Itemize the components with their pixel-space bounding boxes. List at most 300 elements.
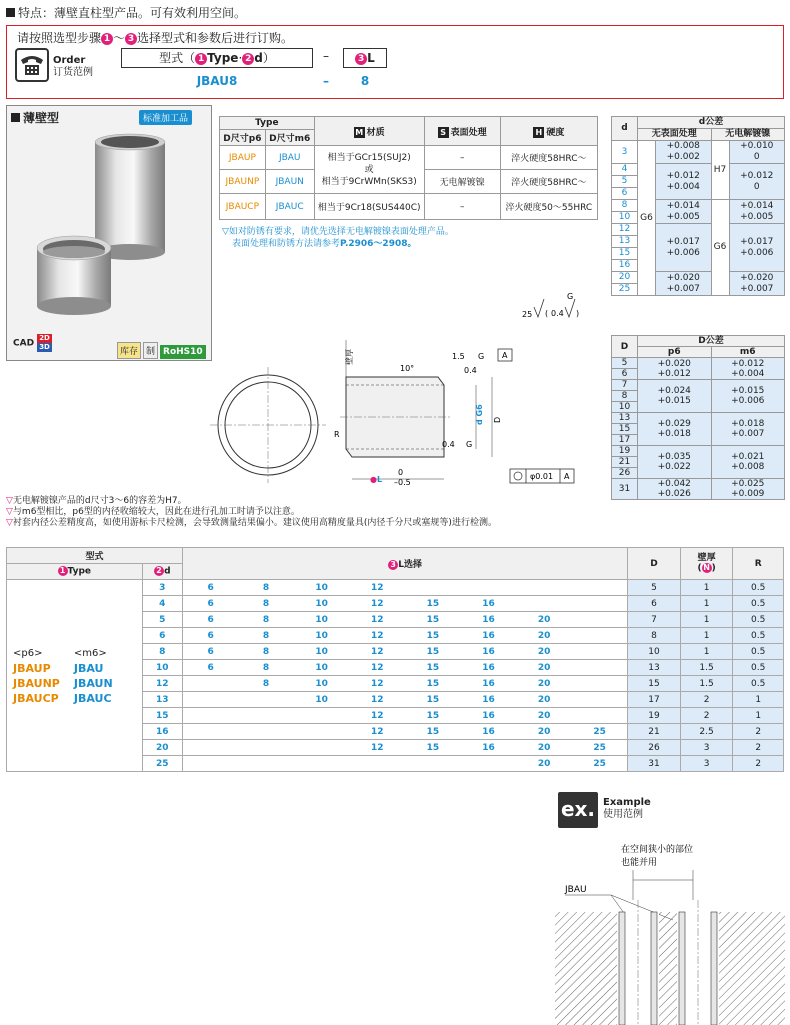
tech-note: ▽无电解镀镍产品的d尺寸3～6的容差为H7。 [6,496,187,506]
d-sub-header: 2 d [142,564,182,580]
wall-label: 壁厚 [345,349,354,365]
product-panel [6,105,212,361]
hardness-cell: 淬火硬度50～55HRC [500,194,597,220]
D-cell: 19 [628,708,681,724]
l-select-header: 3 L选择 [183,548,628,580]
l-option [572,596,628,612]
type-p6-item: JBAUCP [13,691,59,705]
D-label: D [493,416,502,423]
R-cell: 0.5 [733,596,784,612]
svg-text:A: A [502,351,508,360]
svg-text:0.4: 0.4 [442,440,455,449]
tol-m6: +0.021 +0.008 [711,446,785,479]
l-option[interactable]: 10 [294,612,350,628]
surface-cell: – [424,194,500,220]
d-value: 16 [612,260,638,272]
D-cell: 31 [628,756,681,772]
l-option[interactable]: 15 [405,628,461,644]
l-option[interactable]: 12 [349,708,405,724]
dg6-label: d G6 [475,404,484,425]
tol-ni: +0.017 +0.006 [729,224,785,272]
hardness-header: H 硬度 [500,117,597,146]
note-icon: ▽ [6,507,13,517]
tol-m6: +0.015 +0.006 [711,380,785,413]
l-option [294,756,350,772]
tol-ni: +0.020 +0.007 [729,272,785,296]
wall-cell: 3 [680,756,733,772]
dm6-header: D尺寸m6 [265,130,314,146]
D-tol-row [612,413,785,424]
l-option[interactable]: 10 [294,644,350,660]
D-value: 19 [612,446,638,457]
d-cell: 25 [142,756,182,772]
type-col-header: 型式 [7,548,183,564]
D-cell: 21 [628,724,681,740]
l-option[interactable]: 6 [183,660,239,676]
l-option [461,580,517,596]
d-tol-row [612,224,785,236]
R-cell: 0.5 [733,644,784,660]
bullet-square-icon [11,113,20,122]
D-cell: 6 [628,596,681,612]
l-option [405,756,461,772]
example-model: JBAU8 [196,74,238,88]
d-cell: 8 [142,644,182,660]
l-option[interactable]: 15 [405,692,461,708]
l-option[interactable]: 8 [238,580,294,596]
l-option[interactable]: 8 [238,676,294,692]
page-ref-link[interactable]: P.2906～2908。 [340,239,417,249]
l-option[interactable]: 12 [349,628,405,644]
example-length: 8 [360,74,370,88]
example-icon: ex. [558,792,598,828]
l-option[interactable]: 12 [349,580,405,596]
D-tolerance-body [612,358,785,500]
tol-none: +0.012 +0.004 [656,164,712,200]
D-value: 17 [612,435,638,446]
l-option [572,692,628,708]
D-cell: 26 [628,740,681,756]
R-cell: 1 [733,692,784,708]
stock-tags [117,342,208,359]
surface-header: S 表面处理 [424,117,500,146]
type-m6: JBAU [265,146,314,170]
l-option [572,580,628,596]
l-option[interactable]: 15 [405,676,461,692]
l-option[interactable]: 20 [516,708,572,724]
svg-text:0: 0 [398,468,404,477]
D-cell: 10 [628,644,681,660]
l-option[interactable]: 16 [461,644,517,660]
l-option[interactable]: 20 [516,692,572,708]
step-1-icon: 1 [101,33,113,45]
l-option[interactable]: 15 [405,724,461,740]
feature-line [6,4,246,21]
l-option [183,724,239,740]
product-image [27,128,197,328]
l-option [294,708,350,724]
l-option [183,756,239,772]
l-option[interactable]: 25 [572,724,628,740]
note-icon: ▽ [222,227,229,237]
l-option[interactable]: 12 [349,740,405,756]
wall-cell: 1 [680,596,733,612]
d-value: 4 [612,164,638,176]
feature-text: 特点：薄壁直柱型产品。可有效利用空间。 [18,6,247,20]
bushing-wall [711,912,717,1025]
svg-text:φ0.01: φ0.01 [530,472,554,481]
tol-p6: +0.029 +0.018 [638,413,712,446]
d-value: 10 [612,212,638,224]
l-option[interactable]: 12 [349,644,405,660]
l-option[interactable]: 20 [516,740,572,756]
R-cell: 2 [733,756,784,772]
d-value: 3 [612,141,638,164]
tol-m6: +0.018 +0.007 [711,413,785,446]
l-option[interactable]: 6 [183,596,239,612]
l-dim-label: ●L [370,475,383,484]
D-value: 10 [612,402,638,413]
wall-cell: 1.5 [680,660,733,676]
d-value: 8 [612,200,638,212]
svg-text:(: ( [545,309,549,318]
svg-text:A: A [564,472,570,481]
d-cell: 10 [142,660,182,676]
D-tol-row [612,479,785,500]
type-p6: JBAUP [220,146,266,170]
selection-row [7,580,784,596]
svg-text:0.4: 0.4 [464,366,477,375]
l-option[interactable]: 10 [294,596,350,612]
R-cell: 0.5 [733,612,784,628]
l-option [183,692,239,708]
D-cell: 13 [628,660,681,676]
m6-label: <m6> [73,647,107,659]
surface-cell: 无电解镀镍 [424,170,500,194]
spec-table [219,116,598,220]
l-option[interactable]: 12 [349,612,405,628]
l-option[interactable]: 12 [349,660,405,676]
tol-m6: +0.012 +0.004 [711,358,785,380]
l-option [461,756,517,772]
d-tol-row [612,164,785,176]
l-option[interactable]: 20 [516,724,572,740]
p6-label: <p6> [13,647,43,659]
l-option[interactable]: 12 [349,676,405,692]
d-cell: 4 [142,596,182,612]
hardness-icon: H [533,127,544,138]
svg-text:G: G [466,440,473,449]
R-cell: 1 [733,708,784,724]
hardness-cell: 淬火硬度58HRC～ [500,170,597,194]
tol-ni: +0.014 +0.005 [729,200,785,224]
l-option[interactable]: 8 [238,628,294,644]
tol-ni: +0.012 0 [729,164,785,200]
l-option[interactable]: 20 [516,612,572,628]
svg-text:): ) [576,309,580,318]
l-option [238,740,294,756]
type-sub-header: 1 Type [7,564,143,580]
l-option[interactable]: 10 [294,580,350,596]
tol-p6: +0.020 +0.012 [638,358,712,380]
type-m6-item: JBAUC [73,691,112,705]
l-option[interactable]: 10 [294,660,350,676]
d-cell: 15 [142,708,182,724]
phone-order-icon [15,48,49,82]
l-option [516,580,572,596]
D-cell: 15 [628,676,681,692]
note-icon: ▽ [6,496,13,506]
R-cell: 0.5 [733,676,784,692]
svg-text:–0.5: –0.5 [394,478,411,487]
runout-icon [514,472,522,480]
d-tol-row [612,272,785,284]
tech-notes [6,496,497,529]
base-block [555,912,785,1025]
l-option[interactable]: 16 [461,692,517,708]
type-p6: JBAUNP [220,170,266,194]
product-title: 薄壁型 [11,109,59,126]
d-cell: 16 [142,724,182,740]
l-option[interactable]: 6 [183,580,239,596]
tol-none: +0.017 +0.006 [656,224,712,272]
note-icon: ▽ [6,518,13,528]
l-option[interactable]: 15 [405,644,461,660]
type-list-cell [7,580,143,772]
surface-cell: – [424,146,500,170]
R-cell: 0.5 [733,580,784,596]
l-option [572,612,628,628]
wall-cell: 1 [680,580,733,596]
l-option [238,724,294,740]
R-cell: 0.5 [733,660,784,676]
D-tol-row [612,446,785,457]
wall-cell: 2.5 [680,724,733,740]
r-label: R [334,430,340,439]
D-value: 7 [612,380,638,391]
d-value: 5 [612,176,638,188]
g6-class: G6 [638,141,656,296]
d-cell: 13 [142,692,182,708]
length-header: 3 L [343,48,387,68]
l-option[interactable]: 8 [238,660,294,676]
d-value: 6 [612,188,638,200]
material-icon: M [355,127,364,137]
l-option [572,708,628,724]
order-dash: – [323,49,329,63]
tol-none: +0.008 +0.002 [656,141,712,164]
d-value: 13 [612,236,638,248]
l-option [294,724,350,740]
wall-cell: 2 [680,708,733,724]
selection-body [7,580,784,772]
standard-badge: 标准加工品 [139,110,192,125]
example-caption-2: 也能并用 [621,858,658,868]
tol-p6: +0.035 +0.022 [638,446,712,479]
l-option[interactable]: 16 [461,660,517,676]
l-option[interactable]: 20 [516,644,572,660]
type-m6-item: JBAUN [73,676,113,690]
l-option[interactable]: 25 [572,756,628,772]
technical-drawing [210,285,610,495]
spec-notes: ▽如对防锈有要求，请优先选择无电解镀镍表面处理产品。 表面处理和防锈方法请参考P.2906～2908。 [222,227,454,249]
rohs-tag: RoHS10 [160,345,206,359]
tol-m6: +0.025 +0.009 [711,479,785,500]
l-option[interactable]: 8 [238,596,294,612]
tech-note: ▽衬套内径公差精度高，如使用游标卡尺检测，会导致测量结果偏小。建议使用高精度量具(内径千分尺或塞规等)进行检测。 [6,518,497,528]
l-option[interactable]: 10 [294,628,350,644]
wall-cell: 3 [680,740,733,756]
l-option[interactable]: 10 [294,676,350,692]
bushing-wall [651,912,657,1025]
l-option [516,596,572,612]
l-option[interactable]: 6 [183,644,239,660]
d-value: 12 [612,224,638,236]
d-tolerance-table: d d公差 无表面处理 无电解镀镍 3 G6 +0.008 +0.002 H7 +0.010 0 4 +0.012 +0.004 +0.012 0 5 6 8 +0.014 +0.005 G6 +0.014 +0.005 10 12 +0.017 +0.006 +0.017 +0.006 13 15 16 20 +0.020 +0.007 +0.020 +0.007 25 [611,116,785,296]
l-option[interactable]: 8 [238,644,294,660]
type-header: Type [220,117,315,130]
tech-note: ▽与m6型相比，p6型的内径收缩较大，因此在进行孔加工时请予以注意。 [6,507,300,517]
type-m6-item: JBAU [73,661,104,675]
d-tol-row [612,200,785,212]
l-option[interactable]: 25 [572,740,628,756]
l-option[interactable]: 16 [461,740,517,756]
l-option[interactable]: 16 [461,724,517,740]
d-value: 15 [612,248,638,260]
l-option[interactable]: 16 [461,676,517,692]
hardness-cell: 淬火硬度58HRC～ [500,146,597,170]
l-option[interactable]: 12 [349,596,405,612]
example-dash: – [323,74,329,88]
svg-text:G: G [478,352,485,361]
order-label: Order 订货范例 [53,55,93,78]
l-option[interactable]: 6 [183,628,239,644]
l-option[interactable]: 15 [405,612,461,628]
l-option[interactable]: 16 [461,628,517,644]
cad-badge[interactable]: CAD 2D 3D [13,334,50,351]
type-m6: JBAUC [265,194,314,220]
l-option[interactable]: 8 [238,612,294,628]
l-option [183,676,239,692]
material-cell: 相当于GCr15(SUJ2) 或 相当于9CrWMn(SKS3) [314,146,424,194]
d-tol-row [612,141,785,164]
D-cell: 8 [628,628,681,644]
d-cell: 5 [142,612,182,628]
example-part-label: JBAU [565,885,587,895]
example-label: Example 使用范例 [603,797,651,820]
chamfer-label: 1.5 [452,352,465,361]
tol-none: +0.014 +0.005 [656,200,712,224]
usage-example-drawing [555,840,785,1025]
l-option [294,740,350,756]
l-option[interactable]: 20 [516,756,572,772]
type-p6-item: JBAUP [13,661,51,675]
D-cell: 5 [628,580,681,596]
l-option [183,740,239,756]
l-option[interactable]: 10 [294,692,350,708]
bushing-wall [619,912,625,1025]
l-option[interactable]: 20 [516,676,572,692]
surface-icon: S [438,127,449,138]
made-tag: 制 [143,342,158,359]
D-cell: 17 [628,692,681,708]
l-option[interactable]: 15 [405,708,461,724]
wall-cell: 1 [680,612,733,628]
tol-ni: +0.010 0 [729,141,785,164]
l-option [238,756,294,772]
model-header: 型式（ 1 Type· 2 d） [121,48,313,68]
svg-text:G: G [567,292,574,301]
D-cell: 7 [628,612,681,628]
l-option [572,644,628,660]
type-p6-item: JBAUNP [13,676,60,690]
wall-cell: 2 [680,692,733,708]
d-value: 20 [612,272,638,284]
order-instruction: 请按照选型步骤 1 ～ 3 选择型式和参数后进行订购。 [17,31,294,45]
wall-cell: 1 [680,628,733,644]
d-cell: 20 [142,740,182,756]
wall-cell: 1 [680,644,733,660]
l-option[interactable]: 15 [405,660,461,676]
l-option [405,580,461,596]
d-cell: 6 [142,628,182,644]
d-value: 25 [612,284,638,296]
l-option[interactable]: 12 [349,692,405,708]
step-3-icon: 3 [125,33,137,45]
l-option[interactable]: 6 [183,612,239,628]
D-value: 13 [612,413,638,424]
l-option [572,676,628,692]
selection-table: 型式 3 L选择 D 壁厚 ( N ) R 1 Type 2 d <p6> JBAUP JBAUNP JBAUCP <m6> JBAU JBAUN JBAUC 3 6 8 10 12 5 1 0.5 4 6 8 10 12 15 16 6 1 0.5 5 6 8 10 12 15 16 20 7 1 0.5 6 6 8 10 12 15 16 20 8 1 0.5 8 6 8 10 12 15 16 20 10 1 0.5 10 6 8 10 12 15 16 20 13 1.5 0.5 12 8 10 12 15 16 20 15 1.5 0.5 13 10 12 15 16 20 17 2 1 15 12 15 16 20 19 2 1 16 12 15 16 20 25 21 2.5 2 20 12 15 16 20 25 26 3 2 25 20 25 31 3 2 [6,547,784,772]
l-option[interactable]: 16 [461,612,517,628]
R-cell: 0.5 [733,628,784,644]
R-cell: 2 [733,724,784,740]
angle-label: 10° [400,364,415,373]
tol-p6: +0.042 +0.026 [638,479,712,500]
tol-none: +0.020 +0.007 [656,272,712,296]
D-value: 26 [612,468,638,479]
D-tol-row [612,358,785,369]
l-option[interactable]: 16 [461,708,517,724]
l-option[interactable]: 15 [405,596,461,612]
l-option[interactable]: 15 [405,740,461,756]
type-m6: JBAUN [265,170,314,194]
D-value: 5 [612,358,638,369]
tol-p6: +0.024 +0.015 [638,380,712,413]
dp6-header: D尺寸p6 [220,130,266,146]
l-option [183,708,239,724]
l-option [349,756,405,772]
R-cell: 2 [733,740,784,756]
example-caption-1: 在空间狭小的部位 [621,845,694,855]
l-option[interactable]: 20 [516,628,572,644]
l-option[interactable]: 12 [349,724,405,740]
D-value: 15 [612,424,638,435]
wall-cell: 1.5 [680,676,733,692]
l-option [238,692,294,708]
l-option[interactable]: 16 [461,596,517,612]
l-option [572,660,628,676]
material-cell: 相当于9Cr18(SUS440C) [314,194,424,220]
bushing-wall [679,912,685,1025]
stock-tag: 库存 [117,342,141,359]
bullet-square-icon [6,8,15,17]
l-option [572,628,628,644]
surface-mark-icon [534,299,544,317]
h7-class: H7 [711,141,729,200]
material-header: M 材质 [314,117,424,146]
l-option[interactable]: 20 [516,660,572,676]
